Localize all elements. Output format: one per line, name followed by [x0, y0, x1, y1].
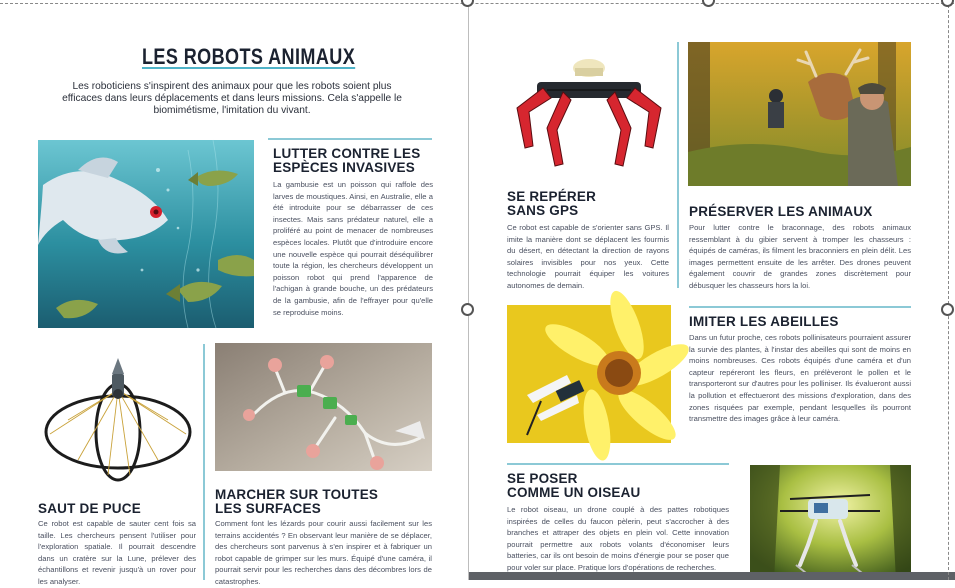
section-divider	[677, 42, 679, 288]
section-body-bird: Le robot oiseau, un drone couplé à des pattes robotiques inspirées de celles du faucon pèlerin, peut s'accrocher à des branches et attraper des objets en plein vol. Cette innovation pourrait permettre aux robots volants d'économiser leurs batteries, car ils ont besoin de moins d'énergie pour se poser que pour voler sur place. Pratique lors d'opérations de recherches.	[507, 505, 729, 572]
section-rule	[689, 306, 911, 308]
jumping-robot-illustration	[38, 350, 196, 490]
left-page	[0, 0, 468, 586]
section-heading-lizard	[215, 488, 378, 516]
section-body-bees: Dans un futur proche, ces robots pollinisateurs pourraient assurer la survie des plantes, à l'instar des abeilles qui sont de moins en moins nombreuses. Ces robots équipés d'une caméra et d'un capteur repéreront les fleurs, en prélèveront le pollen et le transporteront sur d'autres pour les polliniser. Ils évalueront aussi la pollution et effectueront des missions d'exploration, dans des zones risquées par exemple, pendant lesquelles ils pourront transmettre des images grâce à leur caméra.	[689, 333, 911, 424]
resize-handle-middle-left[interactable]	[461, 303, 474, 316]
bottom-scrollbar[interactable]	[469, 572, 955, 580]
ant-robot-illustration	[507, 48, 671, 176]
section-heading-invasive	[273, 147, 420, 175]
heading-line-1: LUTTER CONTRE LES	[273, 146, 421, 161]
resize-handle-middle-right[interactable]	[941, 303, 954, 316]
section-body-flea: Ce robot est capable de sauter cent fois sa taille. Les chercheurs pensent l'utiliser pour l'exploration spatiale. Il pourrait descendre dans un cratère sur la Lune, prélever des échantillons et revenir jusqu'à un rover pour les analyser.	[38, 519, 196, 586]
heading-line-1: MARCHER SUR TOUTES	[215, 487, 379, 502]
heading-line-2: COMME UN OISEAU	[507, 485, 641, 500]
pollinator-robot-illustration	[507, 305, 671, 443]
section-heading-bird	[507, 472, 641, 500]
section-body-gps: Ce robot est capable de s'orienter sans GPS. Il imite la manière dont se déplacent les fourmis du désert, en détectant la direction de rayons solaires invisibles pour nos yeux. Cette technologie pourrait équiper les voitures autonomes de demain.	[507, 223, 669, 290]
intro-text: Les roboticiens s'inspirent des animaux pour que les robots soient plus efficaces dans leurs déplacements et dans leurs missions. Cela s'appelle le biomimétisme, l'imitation du vivant.	[62, 81, 402, 116]
heading-line-2: SANS GPS	[507, 203, 579, 218]
lizard-robot-photo	[215, 343, 432, 471]
page-title: LES ROBOTS ANIMAUX	[142, 44, 356, 69]
deer-robot-illustration	[688, 42, 911, 186]
section-divider	[203, 344, 205, 580]
heading-line-2: LES SURFACES	[215, 501, 321, 516]
section-body-lizard: Comment font les lézards pour courir aussi facilement sur les terrains accidentés ? En observant leur manière de se déplacer, des chercheurs sont parvenus à s'en inspirer et à fabriquer un robot capable de grimper sur les murs. Équipé d'une caméra, il pourrait servir pour les recherches dans des décombres lors de catastrophes.	[215, 519, 432, 586]
section-heading-flea: SAUT DE PUCE	[38, 501, 141, 516]
bird-drone-illustration	[750, 465, 911, 580]
selection-border-right	[948, 0, 949, 580]
heading-line-2: ESPÈCES INVASIVES	[273, 160, 415, 175]
section-heading-gps	[507, 190, 596, 218]
section-body-invasive: La gambusie est un poisson qui raffole des larves de moustiques. Ainsi, en Australie, elle a été introduite pour se débarrasser de ces insectes. Mais sans prédateur naturel, elle a proliféré au point de menacer de nombreuses espèces locales. Plutôt que d'introduire encore une nouvelle espèce qui pourrait déséquilibrer toute la région, les chercheurs développent un poisson robot qui prend l'apparence de l'achigan à grande bouche, un des prédateurs de la gambusie, afin de l'effrayer pour qu'elle se reproduise moins.	[273, 180, 433, 317]
right-page	[468, 0, 954, 580]
section-heading-preserve: PRÉSERVER LES ANIMAUX	[689, 204, 873, 219]
section-rule	[268, 138, 432, 140]
heading-line-1: SE POSER	[507, 471, 578, 486]
robot-fish-illustration	[38, 140, 254, 328]
heading-line-1: SE REPÉRER	[507, 189, 597, 204]
section-rule	[507, 463, 729, 465]
section-heading-bees: IMITER LES ABEILLES	[689, 314, 839, 329]
selection-border-top	[0, 3, 954, 4]
section-body-preserve: Pour lutter contre le braconnage, des robots animaux ressemblant à du gibier servent à tromper les chasseurs : équipés de caméras, ils filment les braconniers en plein délit. Les images permettent ensuite de les arrêter. Des drones peuvent également couvrir de grandes zones discrètement pour débusquer les chasseurs hors la loi.	[689, 223, 911, 290]
